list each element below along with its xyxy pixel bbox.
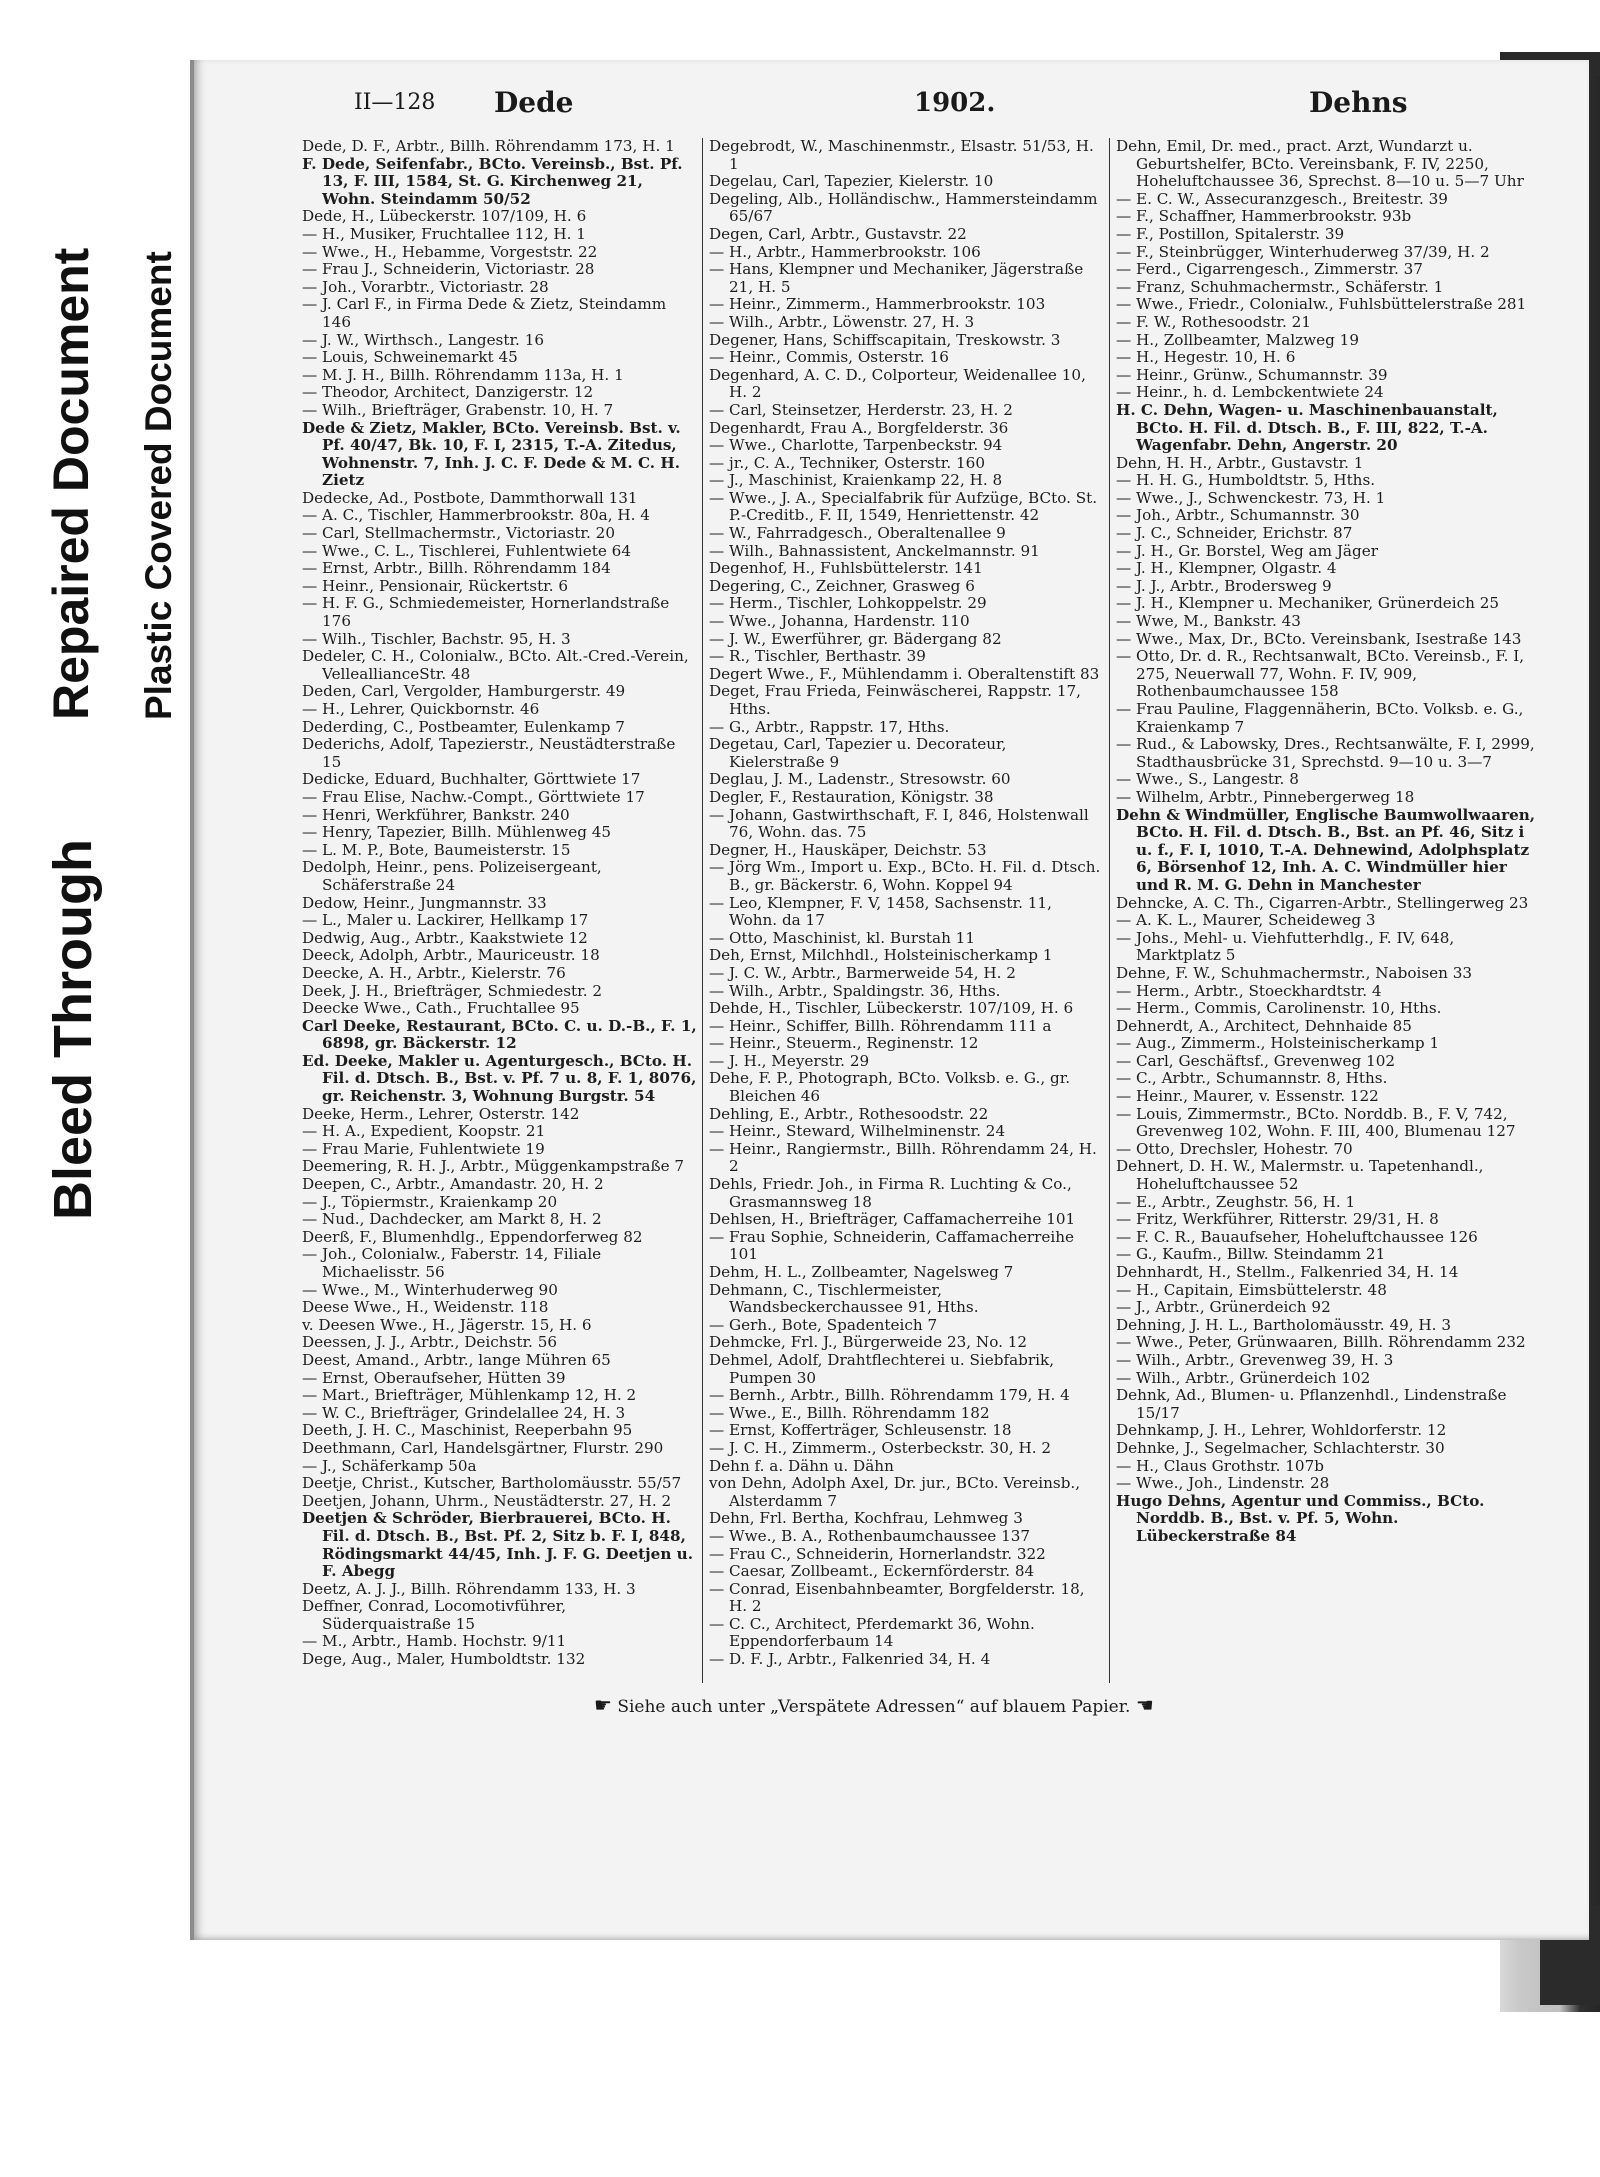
directory-entry: — Heinr., Commis, Osterstr. 16 bbox=[709, 349, 949, 367]
directory-entry: Dedolph, Heinr., pens. Polizeisergeant, Schäferstraße 24 bbox=[302, 859, 602, 894]
directory-entry: Dehnke, J., Segelmacher, Schlachterstr. 30 bbox=[1116, 1439, 1445, 1457]
directory-entry: — Bernh., Arbtr., Billh. Röhrendamm 179, H. 4 bbox=[709, 1387, 1070, 1405]
directory-entry: — Frau C., Schneiderin, Hornerlandstr. 322 bbox=[709, 1545, 1046, 1563]
directory-entry: — Wilh., Tischler, Bachstr. 95, H. 3 bbox=[302, 630, 571, 648]
directory-entry: — Wilh., Arbtr., Spaldingstr. 36, Hths. bbox=[709, 982, 1001, 1000]
directory-entry: Dehnhardt, H., Stellm., Falkenried 34, H. 14 bbox=[1116, 1264, 1459, 1281]
directory-entry: Degetau, Carl, Tapezier u. Decorateur, Kielerstraße 9 bbox=[709, 736, 1007, 771]
directory-entry: — Heinr., Schiffer, Billh. Röhrendamm 111 a bbox=[709, 1017, 1052, 1035]
directory-entry: Degener, Hans, Schiffscapitain, Treskowstr. 3 bbox=[709, 331, 1061, 349]
directory-entry: — F. W., Rothesoodstr. 21 bbox=[1116, 313, 1311, 331]
directory-entry: — Johann, Gastwirthschaft, F. I, 846, Holstenwall 76, Wohn. das. 75 bbox=[709, 806, 1089, 842]
directory-entry: Deek, J. H., Briefträger, Schmiedestr. 2 bbox=[302, 982, 603, 1000]
directory-entry: — H., Zollbeamter, Malzweg 19 bbox=[1116, 331, 1359, 349]
directory-entry: Degeling, Alb., Holländischw., Hammersteindamm 65/67 bbox=[709, 190, 1098, 226]
directory-entry: Deh, Ernst, Milchhdl., Holsteinischerkamp 1 bbox=[709, 947, 1053, 965]
header-left-word: Dede bbox=[494, 86, 574, 119]
directory-entry: — Heinr., Maurer, v. Essenstr. 122 bbox=[1116, 1088, 1379, 1106]
directory-entry: Deetjen & Schröder, Bierbrauerei, BCto. H. Fil. d. Dtsch. B., Bst. Pf. 2, Sitz b. F. I, 848, Rödingsmarkt 44/45, Inh. J. F. G. Deetjen u. F. Abegg bbox=[302, 1510, 693, 1581]
directory-entry: — Heinr., Steuerm., Reginenstr. 12 bbox=[709, 1035, 979, 1053]
directory-entry: Deden, Carl, Vergolder, Hamburgerstr. 49 bbox=[302, 683, 626, 701]
directory-entry: — Louis, Zimmermstr., BCto. Norddb. B., F. V, 742, Grevenweg 102, Wohn. F. III, 400, Blumenau 127 bbox=[1116, 1105, 1516, 1141]
directory-entry: Degner, H., Hauskäper, Deichstr. 53 bbox=[709, 841, 987, 859]
directory-entry: Dedow, Heinr., Jungmannstr. 33 bbox=[302, 894, 547, 912]
directory-entry: Ed. Deeke, Makler u. Agenturgesch., BCto. H. Fil. d. Dtsch. B., Bst. v. Pf. 7 u. 8, F. 1, 8076, gr. Reichenstr. 3, Wohnung Burgstr. 54 bbox=[302, 1052, 697, 1106]
directory-entry: — Heinr., Zimmerm., Hammerbrookstr. 103 bbox=[709, 296, 1046, 314]
directory-entry: — Wwe, M., Bankstr. 43 bbox=[1116, 613, 1301, 631]
directory-entry: — J., Maschinist, Kraienkamp 22, H. 8 bbox=[709, 472, 1003, 490]
directory-entry: — Henry, Tapezier, Billh. Mühlenweg 45 bbox=[302, 824, 612, 842]
directory-entry: — Heinr., Grünw., Schumannstr. 39 bbox=[1116, 366, 1388, 384]
directory-entry: — Frau Marie, Fuhlentwiete 19 bbox=[302, 1140, 545, 1158]
scanned-page bbox=[190, 60, 1589, 1940]
directory-entry: — F., Postillon, Spitalerstr. 39 bbox=[1116, 225, 1345, 243]
directory-entry: — Ferd., Cigarrengesch., Zimmerstr. 37 bbox=[1116, 261, 1423, 279]
directory-entry: — Joh., Vorarbtr., Victoriastr. 28 bbox=[302, 278, 549, 296]
directory-entry: Deecke Wwe., Cath., Fruchtallee 95 bbox=[302, 1000, 580, 1018]
directory-entry: — Wwe., H., Hebamme, Vorgeststr. 22 bbox=[302, 243, 598, 261]
directory-entry: — Otto, Dr. d. R., Rechtsanwalt, BCto. Vereinsb., F. I, 275, Neuerwall 77, Wohn. F. IV, 909, Rothenbaumchaussee 158 bbox=[1116, 648, 1525, 701]
directory-entry: — Frau Sophie, Schneiderin, Caffamacherreihe 101 bbox=[709, 1228, 1074, 1264]
label-plastic-covered-document: Plastic Covered Document bbox=[138, 251, 179, 720]
directory-entry: Dehning, J. H. L., Bartholomäusstr. 49, H. 3 bbox=[1116, 1316, 1451, 1334]
column-divider-1 bbox=[702, 138, 703, 1683]
directory-entry: — Hans, Klempner und Mechaniker, Jägerstraße 21, H. 5 bbox=[709, 261, 1084, 296]
directory-entry: Degering, C., Zeichner, Grasweg 6 bbox=[709, 577, 975, 595]
directory-entry: — Carl, Steinsetzer, Herderstr. 23, H. 2 bbox=[709, 401, 1013, 419]
directory-entry: — Wilh., Arbtr., Grevenweg 39, H. 3 bbox=[1116, 1351, 1394, 1369]
directory-entry: — Aug., Zimmerm., Holsteinischerkamp 1 bbox=[1116, 1035, 1440, 1053]
directory-entry: Deemering, R. H. J., Arbtr., Müggenkampstraße 7 bbox=[302, 1158, 685, 1176]
directory-entry: Deepen, C., Arbtr., Amandastr. 20, H. 2 bbox=[302, 1176, 604, 1194]
directory-entry: — A. K. L., Maurer, Scheideweg 3 bbox=[1116, 912, 1376, 930]
directory-entry: Dedeler, C. H., Colonialw., BCto. Alt.-Cred.-Verein, VelleallianceStr. 48 bbox=[302, 648, 689, 683]
directory-entry: Dehm, H. L., Zollbeamter, Nagelsweg 7 bbox=[709, 1264, 1014, 1281]
directory-entry: Dehling, E., Arbtr., Rothesoodstr. 22 bbox=[709, 1105, 989, 1123]
directory-entry: — Mart., Briefträger, Mühlenkamp 12, H. 2 bbox=[302, 1387, 637, 1405]
directory-column-1 bbox=[302, 138, 697, 1669]
directory-entry: Dehne, F. W., Schuhmachermstr., Naboisen 33 bbox=[1116, 964, 1473, 982]
directory-entry: — Carl, Geschäftsf., Grevenweg 102 bbox=[1116, 1052, 1396, 1070]
directory-entry: Dehe, F. P., Photograph, BCto. Volksb. e. G., gr. Bleichen 46 bbox=[709, 1070, 1071, 1106]
directory-entry: — J. H., Klempner, Olgastr. 4 bbox=[1116, 560, 1337, 578]
directory-entry: Dehn f. a. Dähn u. Dähn bbox=[709, 1457, 894, 1475]
directory-entry: Dehnert, D. H. W., Malermstr. u. Tapetenhandl., Hoheluftchaussee 52 bbox=[1116, 1158, 1484, 1194]
directory-entry: Dehde, H., Tischler, Lübeckerstr. 107/109, H. 6 bbox=[709, 1000, 1074, 1018]
directory-entry: — J. H., Gr. Borstel, Weg am Jäger bbox=[1116, 542, 1378, 560]
directory-entry: Dehls, Friedr. Joh., in Firma R. Luchting & Co., Grasmannsweg 18 bbox=[709, 1176, 1072, 1211]
directory-entry: — H., Musiker, Fruchtallee 112, H. 1 bbox=[302, 225, 586, 243]
directory-entry: — F., Schaffner, Hammerbrookstr. 93b bbox=[1116, 208, 1412, 226]
directory-entry: Dedicke, Eduard, Buchhalter, Görttwiete 17 bbox=[302, 771, 641, 789]
directory-entry: Dehncke, A. C. Th., Cigarren-Arbtr., Stellingerweg 23 bbox=[1116, 894, 1529, 912]
directory-entry: — Wwe., C. L., Tischlerei, Fuhlentwiete 64 bbox=[302, 542, 631, 560]
directory-entry: — J. C. W., Arbtr., Barmerweide 54, H. 2 bbox=[709, 964, 1016, 982]
directory-entry: — Wilh., Bahnassistent, Anckelmannstr. 91 bbox=[709, 542, 1040, 560]
pointing-hand-left-icon: ☛ bbox=[594, 1693, 612, 1717]
directory-entry: — M., Arbtr., Hamb. Hochstr. 9/11 bbox=[302, 1633, 567, 1651]
directory-entry: Dehnerdt, A., Architect, Dehnhaide 85 bbox=[1116, 1017, 1412, 1035]
directory-entry: — L. M. P., Bote, Baumeisterstr. 15 bbox=[302, 841, 571, 859]
directory-entry: — Caesar, Zollbeamt., Eckernförderstr. 84 bbox=[709, 1563, 1035, 1581]
header-year: 1902. bbox=[914, 88, 996, 118]
directory-entry: — Wwe., Johanna, Hardenstr. 110 bbox=[709, 613, 970, 631]
directory-entry: — H., Capitain, Eimsbüttelerstr. 48 bbox=[1116, 1281, 1387, 1299]
directory-entry: Dede, H., Lübeckerstr. 107/109, H. 6 bbox=[302, 208, 587, 226]
directory-entry: — Ernst, Kofferträger, Schleusenstr. 18 bbox=[709, 1422, 1012, 1440]
label-repaired-document: Repaired Document bbox=[43, 247, 99, 720]
directory-entry: Dehn, H. H., Arbtr., Gustavstr. 1 bbox=[1116, 454, 1364, 472]
directory-entry: Deethmann, Carl, Handelsgärtner, Flurstr. 290 bbox=[302, 1439, 664, 1457]
directory-entry: — R., Tischler, Berthastr. 39 bbox=[709, 648, 926, 666]
directory-entry: — J. J., Arbtr., Brodersweg 9 bbox=[1116, 577, 1332, 595]
directory-entry: Deeke, Herm., Lehrer, Osterstr. 142 bbox=[302, 1105, 580, 1123]
header-right-word: Dehns bbox=[1309, 86, 1408, 119]
directory-entry: Dehmcke, Frl. J., Bürgerweide 23, No. 12 bbox=[709, 1334, 1028, 1352]
directory-entry: — Wwe., Max, Dr., BCto. Vereinsbank, Isestraße 143 bbox=[1116, 630, 1522, 648]
directory-entry: — Otto, Drechsler, Hohestr. 70 bbox=[1116, 1140, 1353, 1158]
directory-entry: Degenhardt, Frau A., Borgfelderstr. 36 bbox=[709, 419, 1009, 437]
directory-entry: Dehmann, C., Tischlermeister, Wandsbeckerchaussee 91, Hths. bbox=[709, 1281, 979, 1317]
directory-entry: — Joh., Colonialw., Faberstr. 14, Filiale Michaelisstr. 56 bbox=[302, 1246, 602, 1281]
directory-entry: Dehnkamp, J. H., Lehrer, Wohldorferstr. 12 bbox=[1116, 1422, 1447, 1440]
directory-entry: — Carl, Stellmachermstr., Victoriastr. 20 bbox=[302, 525, 615, 543]
directory-entry: — Herm., Commis, Carolinenstr. 10, Hths. bbox=[1116, 1000, 1442, 1018]
directory-entry: — Frau Elise, Nachw.-Compt., Görttwiete 17 bbox=[302, 788, 645, 806]
directory-entry: F. Dede, Seifenfabr., BCto. Vereinsb., Bst. Pf. 13, F. III, 1584, St. G. Kirchenweg 21, Wohn. Steindamm 50/52 bbox=[302, 155, 683, 208]
directory-entry: Degert Wwe., F., Mühlendamm i. Oberaltenstift 83 bbox=[709, 665, 1100, 683]
directory-column-2 bbox=[709, 138, 1104, 1669]
directory-entry: — H., Claus Grothstr. 107b bbox=[1116, 1457, 1324, 1475]
directory-entry: — Franz, Schuhmachermstr., Schäferstr. 1 bbox=[1116, 278, 1444, 296]
directory-entry: — Wwe., Peter, Grünwaaren, Billh. Röhrendamm 232 bbox=[1116, 1334, 1526, 1352]
directory-entry: — Ernst, Arbtr., Billh. Röhrendamm 184 bbox=[302, 560, 611, 578]
directory-entry: Degenhof, H., Fuhlsbüttelerstr. 141 bbox=[709, 560, 983, 578]
directory-entry: — Heinr., Pensionair, Rückertstr. 6 bbox=[302, 577, 569, 595]
directory-entry: — Wilhelm, Arbtr., Pinnebergerweg 18 bbox=[1116, 788, 1415, 806]
directory-entry: — Wilh., Arbtr., Grünerdeich 102 bbox=[1116, 1369, 1371, 1387]
directory-entry: Deerß, F., Blumenhdlg., Eppendorferweg 82 bbox=[302, 1228, 643, 1246]
directory-entry: — H. A., Expedient, Koopstr. 21 bbox=[302, 1123, 546, 1141]
directory-entry: Deffner, Conrad, Locomotivführer, Süderquaistraße 15 bbox=[302, 1598, 567, 1633]
label-bleed-through: Bleed Through bbox=[43, 839, 103, 1220]
directory-entry: — Wwe., Joh., Lindenstr. 28 bbox=[1116, 1475, 1330, 1493]
directory-entry: Deeth, J. H. C., Maschinist, Reeperbahn 95 bbox=[302, 1422, 633, 1440]
directory-entry: — Frau Pauline, Flaggennäherin, BCto. Volksb. e. G., Kraienkamp 7 bbox=[1116, 701, 1524, 736]
directory-entry: — J. W., Ewerführer, gr. Bädergang 82 bbox=[709, 630, 1002, 648]
directory-entry: — Conrad, Eisenbahnbeamter, Borgfelderstr. 18, H. 2 bbox=[709, 1580, 1085, 1616]
directory-entry: — W., Fahrradgesch., Oberaltenallee 9 bbox=[709, 525, 1006, 543]
page-footer-note bbox=[594, 1693, 1394, 1717]
footer-text: Siehe auch unter „Verspätete Adressen“ auf blauem Papier. bbox=[617, 1697, 1131, 1717]
directory-entry: Degler, F., Restauration, Königstr. 38 bbox=[709, 788, 994, 806]
directory-entry: — Wwe., E., Billh. Röhrendamm 182 bbox=[709, 1404, 990, 1422]
directory-entry: — D. F. J., Arbtr., Falkenried 34, H. 4 bbox=[709, 1651, 991, 1669]
directory-entry: Dehmel, Adolf, Drahtflechterei u. Siebfabrik, Pumpen 30 bbox=[709, 1351, 1055, 1387]
column-divider-2 bbox=[1109, 138, 1110, 1683]
directory-entry: Dehlsen, H., Briefträger, Caffamacherreihe 101 bbox=[709, 1211, 1076, 1229]
directory-entry: Deese Wwe., H., Weidenstr. 118 bbox=[302, 1299, 549, 1317]
directory-entry: — Wwe., Friedr., Colonialw., Fuhlsbüttelerstraße 281 bbox=[1116, 296, 1527, 314]
directory-entry: — jr., C. A., Techniker, Osterstr. 160 bbox=[709, 454, 986, 472]
directory-entry: Degen, Carl, Arbtr., Gustavstr. 22 bbox=[709, 225, 967, 243]
directory-entry: Dedecke, Ad., Postbote, Dammthorwall 131 bbox=[302, 489, 638, 507]
directory-entry: — Wwe., S., Langestr. 8 bbox=[1116, 771, 1299, 789]
directory-entry: — Heinr., Steward, Wilhelminenstr. 24 bbox=[709, 1123, 1006, 1141]
directory-entry: — H. F. G., Schmiedemeister, Hornerlandstraße 176 bbox=[302, 595, 670, 631]
directory-entry: — H., Arbtr., Hammerbrookstr. 106 bbox=[709, 243, 981, 261]
directory-entry: — J., Arbtr., Grünerdeich 92 bbox=[1116, 1299, 1331, 1317]
directory-entry: — J. C. H., Zimmerm., Osterbeckstr. 30, H. 2 bbox=[709, 1439, 1052, 1457]
directory-entry: Deetje, Christ., Kutscher, Bartholomäusstr. 55/57 bbox=[302, 1475, 682, 1493]
directory-entry: Deetz, A. J. J., Billh. Röhrendamm 133, H. 3 bbox=[302, 1580, 636, 1598]
directory-entry: Dehn & Windmüller, Englische Baumwollwaaren, BCto. H. Fil. d. Dtsch. B., Bst. an Pf. 46, Sitz i u. f., F. I, 1010, T.-A. Dehnewind, Adolphsplatz 6, Börsenhof 12, Inh. A. C. Windmüller hier und R. M. G. Dehn in Manchester bbox=[1116, 806, 1536, 894]
directory-entry: Deglau, J. M., Ladenstr., Stresowstr. 60 bbox=[709, 771, 1011, 789]
directory-entry: — Wwe., J., Schwenckestr. 73, H. 1 bbox=[1116, 489, 1386, 507]
directory-entry: — Johs., Mehl- u. Viehfutterhdlg., F. IV, 648, Marktplatz 5 bbox=[1116, 929, 1455, 965]
directory-entry: v. Deesen Wwe., H., Jägerstr. 15, H. 6 bbox=[302, 1316, 592, 1334]
directory-entry: — Nud., Dachdecker, am Markt 8, H. 2 bbox=[302, 1211, 602, 1229]
directory-entry: Deeck, Adolph, Arbtr., Mauriceustr. 18 bbox=[302, 947, 600, 965]
directory-entry: — Henri, Werkführer, Bankstr. 240 bbox=[302, 806, 570, 824]
directory-entry: — Wilh., Arbtr., Löwenstr. 27, H. 3 bbox=[709, 313, 975, 331]
directory-entry: Dehnk, Ad., Blumen- u. Pflanzenhdl., Lindenstraße 15/17 bbox=[1116, 1387, 1507, 1422]
directory-entry: — J., Schäferkamp 50a bbox=[302, 1457, 477, 1475]
directory-entry: Deessen, J. J., Arbtr., Deichstr. 56 bbox=[302, 1334, 558, 1352]
directory-entry: Dederichs, Adolf, Tapezierstr., Neustädterstraße 15 bbox=[302, 736, 676, 771]
directory-entry: — Wwe., J. A., Specialfabrik für Aufzüge, BCto. St. P.-Creditb., F. II, 1549, Henriettenstr. 42 bbox=[709, 489, 1098, 525]
directory-entry: — Wwe., B. A., Rothenbaumchaussee 137 bbox=[709, 1527, 1031, 1545]
directory-entry: Degelau, Carl, Tapezier, Kielerstr. 10 bbox=[709, 173, 994, 191]
directory-entry: Deest, Amand., Arbtr., lange Mühren 65 bbox=[302, 1351, 611, 1369]
directory-entry: — Joh., Arbtr., Schumannstr. 30 bbox=[1116, 507, 1360, 525]
directory-entry: — Theodor, Architect, Danzigerstr. 12 bbox=[302, 384, 594, 402]
directory-entry: — Herm., Arbtr., Stoeckhardtstr. 4 bbox=[1116, 982, 1382, 1000]
directory-entry: — E., Arbtr., Zeughstr. 56, H. 1 bbox=[1116, 1193, 1356, 1211]
page-number: II—128 bbox=[354, 90, 436, 115]
directory-entry: — Leo, Klempner, F. V, 1458, Sachsenstr. 11, Wohn. da 17 bbox=[709, 894, 1052, 930]
directory-entry: Hugo Dehns, Agentur und Commiss., BCto. Norddb. B., Bst. v. Pf. 5, Wohn. Lübeckerstraße 84 bbox=[1116, 1492, 1485, 1545]
directory-entry: — W. C., Briefträger, Grindelallee 24, H. 3 bbox=[302, 1404, 626, 1422]
directory-entry: Dehn, Frl. Bertha, Kochfrau, Lehmweg 3 bbox=[709, 1510, 1023, 1528]
directory-entry: Dede, D. F., Arbtr., Billh. Röhrendamm 173, H. 1 bbox=[302, 138, 675, 155]
directory-entry: — Wwe., M., Winterhuderweg 90 bbox=[302, 1281, 558, 1299]
directory-entry: — Heinr., Rangiermstr., Billh. Röhrendamm 24, H. 2 bbox=[709, 1140, 1097, 1176]
page-header bbox=[354, 82, 1584, 142]
directory-entry: — J. H., Klempner u. Mechaniker, Grünerdeich 25 bbox=[1116, 595, 1500, 613]
directory-entry: — G., Kaufm., Billw. Steindamm 21 bbox=[1116, 1246, 1386, 1264]
directory-entry: — M. J. H., Billh. Röhrendamm 113a, H. 1 bbox=[302, 366, 624, 384]
directory-entry: — Rud., & Labowsky, Dres., Rechtsanwälte, F. I, 2999, Stadthausbrücke 31, Sprechstd. 9—10 u. 3—7 bbox=[1116, 736, 1535, 771]
directory-entry: H. C. Dehn, Wagen- u. Maschinenbauanstalt, BCto. H. Fil. d. Dtsch. B., F. III, 822, T.-A. Wagenfabr. Dehn, Angerstr. 20 bbox=[1116, 401, 1498, 455]
directory-entry: Deecke, A. H., Arbtr., Kielerstr. 76 bbox=[302, 964, 566, 982]
directory-entry: — Heinr., h. d. Lembckentwiete 24 bbox=[1116, 384, 1384, 402]
directory-entry: — H., Hegestr. 10, H. 6 bbox=[1116, 349, 1296, 367]
directory-entry: — H. H. G., Humboldtstr. 5, Hths. bbox=[1116, 472, 1376, 490]
directory-entry: — Fritz, Werkführer, Ritterstr. 29/31, H. 8 bbox=[1116, 1211, 1439, 1229]
directory-entry: — Wilh., Briefträger, Grabenstr. 10, H. 7 bbox=[302, 401, 614, 419]
directory-entry: Dege, Aug., Maler, Humboldtstr. 132 bbox=[302, 1651, 586, 1669]
directory-entry: Degebrodt, W., Maschinenmstr., Elsastr. 51/53, H. 1 bbox=[709, 138, 1094, 173]
directory-entry: — Jörg Wm., Import u. Exp., BCto. H. Fil. d. Dtsch. B., gr. Bäckerstr. 6, Wohn. Koppel 94 bbox=[709, 859, 1101, 894]
directory-entry: Dedwig, Aug., Arbtr., Kaakstwiete 12 bbox=[302, 929, 588, 947]
directory-entry: — E. C. W., Assecuranzgesch., Breitestr. 39 bbox=[1116, 190, 1448, 208]
directory-entry: — J. C., Schneider, Erichstr. 87 bbox=[1116, 525, 1353, 543]
directory-entry: — Wwe., Charlotte, Tarpenbeckstr. 94 bbox=[709, 437, 1003, 455]
directory-entry: — Frau J., Schneiderin, Victoriastr. 28 bbox=[302, 261, 595, 279]
directory-entry: Deetjen, Johann, Uhrm., Neustädterstr. 27, H. 2 bbox=[302, 1492, 672, 1510]
directory-entry: — L., Maler u. Lackirer, Hellkamp 17 bbox=[302, 912, 589, 930]
directory-column-3 bbox=[1116, 138, 1536, 1546]
directory-entry: — A. C., Tischler, Hammerbrookstr. 80a, H. 4 bbox=[302, 507, 650, 525]
directory-entry: — Ernst, Oberaufseher, Hütten 39 bbox=[302, 1369, 566, 1387]
directory-entry: — F., Steinbrügger, Winterhuderweg 37/39, H. 2 bbox=[1116, 243, 1490, 261]
directory-entry: — J. H., Meyerstr. 29 bbox=[709, 1052, 870, 1070]
directory-entry: Dehn, Emil, Dr. med., pract. Arzt, Wundarzt u. Geburtshelfer, BCto. Vereinsbank, F. IV, 2250, Hoheluftchaussee 36, Sprechst. 8—10 u. 5—7 Uhr bbox=[1116, 138, 1524, 191]
directory-entry: Degenhard, A. C. D., Colporteur, Weidenallee 10, H. 2 bbox=[709, 366, 1086, 402]
directory-entry: — H., Lehrer, Quickbornstr. 46 bbox=[302, 701, 540, 718]
directory-entry: — G., Arbtr., Rappstr. 17, Hths. bbox=[709, 718, 950, 736]
directory-entry: — J., Töpiermstr., Kraienkamp 20 bbox=[302, 1193, 558, 1211]
directory-entry: Dederding, C., Postbeamter, Eulenkamp 7 bbox=[302, 718, 625, 736]
directory-entry: — Louis, Schweinemarkt 45 bbox=[302, 349, 518, 367]
directory-entry: von Dehn, Adolph Axel, Dr. jur., BCto. Vereinsb., Alsterdamm 7 bbox=[709, 1475, 1081, 1510]
pointing-hand-right-icon: ☚ bbox=[1135, 1693, 1154, 1717]
directory-entry: — Herm., Tischler, Lohkoppelstr. 29 bbox=[709, 595, 987, 613]
directory-entry: — Gerh., Bote, Spadenteich 7 bbox=[709, 1316, 938, 1334]
side-annotation-labels bbox=[0, 0, 200, 2177]
directory-entry: — C., Arbtr., Schumannstr. 8, Hths. bbox=[1116, 1070, 1388, 1088]
directory-entry: — Otto, Maschinist, kl. Burstah 11 bbox=[709, 929, 976, 947]
directory-entry: — C. C., Architect, Pferdemarkt 36, Wohn. Eppendorferbaum 14 bbox=[709, 1615, 1035, 1651]
directory-entry: — J. Carl F., in Firma Dede & Zietz, Steindamm 146 bbox=[302, 296, 667, 331]
directory-entry: Carl Deeke, Restaurant, BCto. C. u. D.-B., F. 1, 6898, gr. Bäckerstr. 12 bbox=[302, 1017, 697, 1053]
directory-entry: — F. C. R., Bauaufseher, Hoheluftchaussee 126 bbox=[1116, 1228, 1478, 1246]
directory-entry: Dede & Zietz, Makler, BCto. Vereinsb. Bst. v. Pf. 40/47, Bk. 10, F. I, 2315, T.-A. Zitedus, Wohnenstr. 7, Inh. J. C. F. Dede & M. C. H. Zietz bbox=[302, 419, 681, 490]
directory-entry: — J. W., Wirthsch., Langestr. 16 bbox=[302, 331, 545, 349]
directory-entry: Deget, Frau Frieda, Feinwäscherei, Rappstr. 17, Hths. bbox=[709, 683, 1081, 718]
